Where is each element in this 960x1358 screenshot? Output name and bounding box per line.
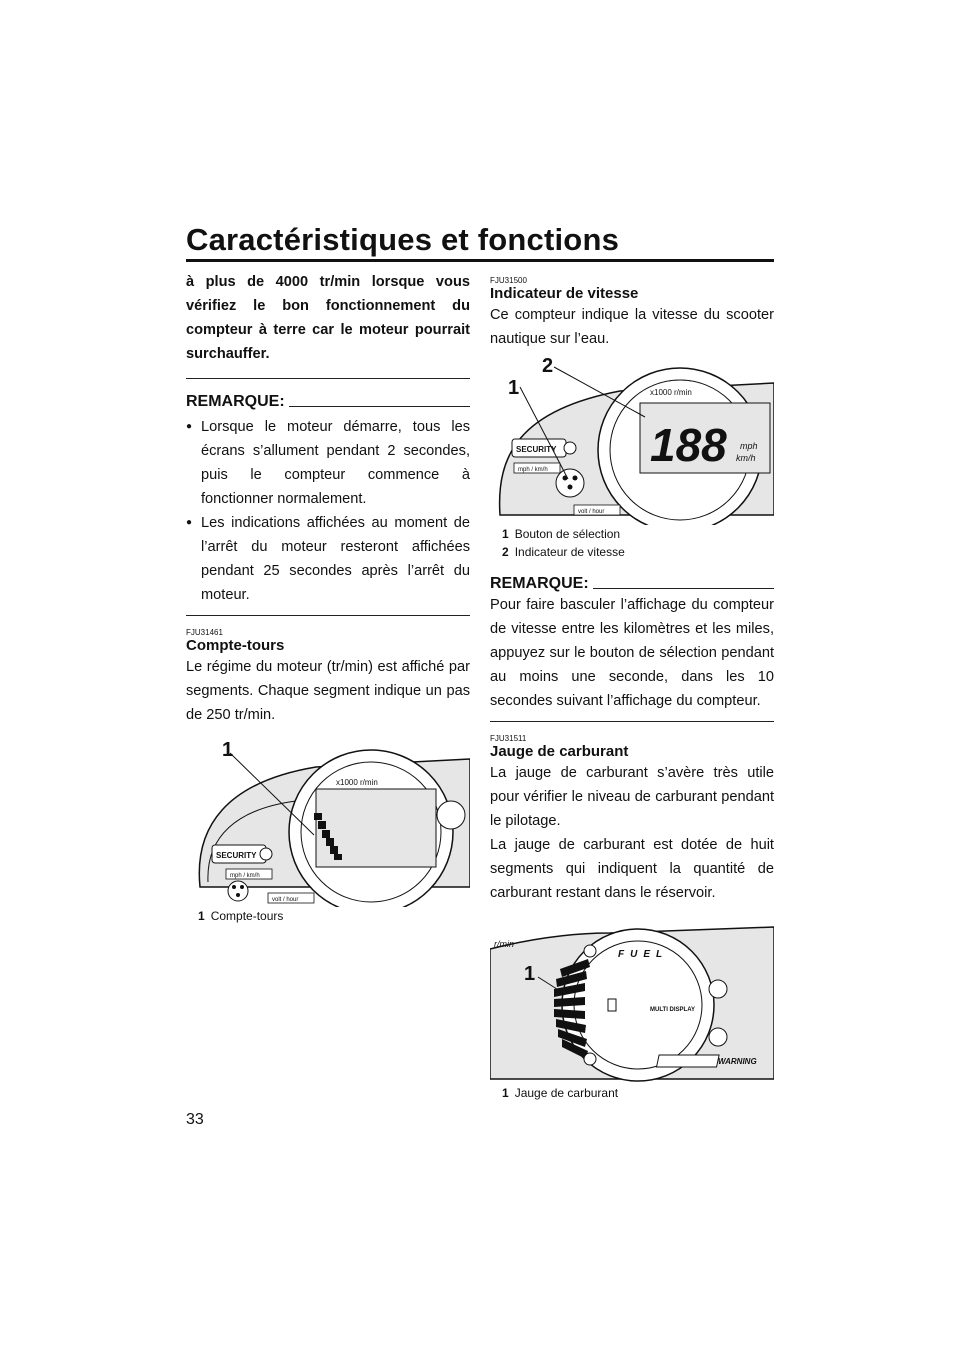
mph-kmh-label: mph / km/h (230, 873, 260, 879)
figure-callout-1: 1 (508, 377, 520, 399)
caption-number: 1 (502, 1086, 509, 1100)
warning-label: WARNING (718, 1057, 757, 1066)
section-title-speedometer: Indicateur de vitesse (490, 285, 639, 302)
caption-number: 1 (198, 909, 205, 923)
note-heading (490, 575, 774, 593)
caption-number: 1 (502, 527, 509, 541)
note-item: ● Les indications affichées au moment de l’arrêt du moteur resteront affichées pendant 25 secondes après l’arrêt du moteur. (186, 511, 470, 607)
note-end-rule (490, 721, 774, 722)
title-rule (186, 259, 774, 262)
fuel-body-1: La jauge de carburant s’avère très utile pour vérifier le niveau de carburant pendant le pilotage. (490, 765, 774, 829)
caption-text: Indicateur de vitesse (514, 545, 625, 559)
rpm-unit-label: x1000 r/min (650, 388, 692, 397)
left-column (186, 270, 470, 925)
note-end-rule (186, 615, 470, 616)
tachometer-figure (186, 737, 470, 907)
rmin-label: r/min (494, 939, 514, 949)
section-title-fuel-gauge: Jauge de carburant (490, 743, 629, 760)
speedometer-illustration (490, 355, 774, 525)
fuel-gauge-figure (490, 919, 774, 1084)
figure-callout: 1 (524, 963, 536, 985)
section-code: FJU31461 (186, 628, 223, 637)
tachometer-illustration (186, 737, 470, 907)
note-title: REMARQUE: (186, 393, 285, 410)
tachometer-caption (198, 907, 470, 925)
figure-callout-2: 2 (542, 355, 554, 377)
speed-display-digits: 188 (650, 419, 727, 471)
section-title-tachometer: Compte-tours (186, 637, 285, 654)
page-number: 33 (186, 1111, 204, 1128)
mph-unit: mph (740, 441, 758, 451)
caption-number: 2 (502, 545, 509, 559)
speedometer-figure (490, 355, 774, 525)
note-list (186, 415, 470, 607)
volt-hour-label: volt / hour (578, 509, 605, 515)
speedometer-caption-1 (502, 525, 774, 543)
page-title: Caractéristiques et fonctions (186, 222, 620, 257)
fuel-body-2: La jauge de carburant est dotée de huit segments qui indiquent la quantité de carburant restant dans le réservoir. (490, 837, 774, 901)
note-body: Pour faire basculer l’affichage du compteur de vitesse entre les kilomètres et les miles, appuyez sur le bouton de sélection pendant au moins une seconde, dans les 10 secondes suivant l’affichage du compteur. (490, 597, 774, 709)
mph-kmh-label: mph / km/h (518, 467, 548, 473)
caption-text: Compte-tours (210, 909, 284, 923)
security-label: SECURITY (216, 851, 257, 860)
speedometer-body: Ce compteur indique la vitesse du scooter nautique sur l’eau. (490, 307, 774, 347)
rpm-unit-label: x1000 r/min (336, 778, 378, 787)
fuel-gauge-illustration (490, 919, 774, 1084)
fuel-gauge-caption (502, 1084, 774, 1102)
speedometer-caption-2 (502, 543, 774, 561)
kmh-unit: km/h (736, 453, 756, 463)
warning-end-rule (186, 378, 470, 379)
note-heading-line (593, 588, 774, 589)
right-column (490, 270, 774, 1102)
note-title: REMARQUE: (490, 575, 589, 592)
volt-hour-label: volt / hour (272, 897, 299, 903)
tachometer-body: Le régime du moteur (tr/min) est affiché par segments. Chaque segment indique un pas de 250 tr/min. (186, 659, 470, 723)
warning-continuation: à plus de 4000 tr/min lorsque vous vérifiez le bon fonctionnement du compteur à terre car le moteur pourrait surchauffer. (186, 274, 470, 362)
section-code: FJU31500 (490, 276, 527, 285)
multi-display-label: MULTI DISPLAY (650, 1007, 696, 1013)
caption-text: Bouton de sélection (514, 527, 621, 541)
note-heading (186, 393, 470, 411)
note-heading-line (289, 406, 470, 407)
fuel-word: FUEL (618, 949, 669, 960)
figure-callout: 1 (222, 739, 234, 761)
note-item: ● Lorsque le moteur démarre, tous les écrans s’allument pendant 2 secondes, puis le compteur commence à fonctionner normalement. (186, 415, 470, 511)
section-code: FJU31511 (490, 734, 527, 743)
security-label: SECURITY (516, 445, 557, 454)
caption-text: Jauge de carburant (514, 1086, 619, 1100)
